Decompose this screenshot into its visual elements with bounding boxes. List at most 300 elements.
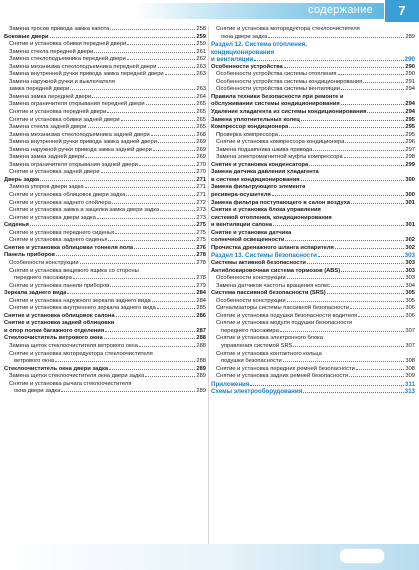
- toc-entry-page: 273: [196, 207, 206, 214]
- toc-entry-title: Снятие и установка передних ремней безопасности: [216, 365, 355, 372]
- toc-entry-title: Снятие и установка двери задка: [9, 214, 96, 221]
- toc-leader-dots: [309, 165, 404, 166]
- toc-entry-page: 297: [405, 146, 415, 153]
- toc-entry-title: ресивера-осушителя: [211, 192, 271, 199]
- toc-leader-dots: [289, 127, 404, 128]
- toc-entry-title: кондиционирования: [211, 48, 275, 56]
- toc-entry-title: Замена датчика давления хладагента: [211, 169, 319, 176]
- toc-entry-page: 295: [405, 131, 415, 138]
- toc-leader-dots: [67, 293, 195, 294]
- footer-band: [0, 544, 419, 570]
- toc-leader-dots: [127, 44, 195, 45]
- toc-entry-page: 263: [196, 86, 206, 93]
- toc-entry-title: Особенности устройства системы отопления: [216, 71, 337, 78]
- toc-entry-title: Системы активной безопасности: [211, 259, 306, 266]
- toc-leader-dots: [279, 135, 404, 136]
- toc-entry: [211, 373, 415, 381]
- toc-leader-dots: [287, 301, 405, 302]
- toc-entry: [211, 215, 415, 223]
- toc-entry-title: Замена подшипника шкива привода: [216, 146, 313, 153]
- toc-entry-page: 258: [196, 26, 206, 32]
- toc-leader-dots: [345, 142, 404, 143]
- toc-entry-title: Замена тросов привода замка капота: [9, 26, 110, 32]
- toc-leader-dots: [341, 89, 404, 90]
- toc-entry-title: Прочистка дренажного шланга испарителя: [211, 244, 334, 251]
- toc-entry: [4, 139, 206, 147]
- toc-entry: [211, 351, 415, 359]
- toc-entry-title: переднего пассажира: [221, 327, 279, 334]
- toc-entry-page: 278: [196, 252, 206, 259]
- toc-entry-page: 294: [405, 86, 415, 93]
- toc-entry: [4, 79, 206, 87]
- toc-entry: [4, 192, 206, 200]
- toc-entry-title: Снятие и установка обивки передней двери: [9, 41, 127, 48]
- toc-entry-title: Снятие и установка вещевого ящика со стороны: [9, 267, 139, 274]
- toc-entry: [211, 200, 415, 208]
- toc-leader-dots: [85, 187, 196, 188]
- toc-entry: [4, 335, 206, 343]
- toc-entry-page: 271: [196, 176, 206, 183]
- toc-entry: [211, 305, 415, 313]
- toc-entry-page: 269: [196, 139, 206, 146]
- toc-entry: [211, 358, 415, 366]
- toc-entry: [4, 34, 206, 42]
- toc-entry-title: Снятие и установка наружного зеркала заднего вида: [9, 297, 151, 304]
- toc-entry: [211, 64, 415, 72]
- toc-leader-dots: [254, 60, 403, 61]
- toc-entry: [211, 328, 415, 336]
- toc-leader-dots: [116, 316, 196, 317]
- toc-leader-dots: [56, 255, 195, 256]
- toc-entry: [211, 381, 415, 389]
- toc-entry: [4, 320, 206, 328]
- toc-entry-title: Снятие и установка моторедуктора стеклоочистителя: [216, 26, 360, 32]
- toc-leader-dots: [358, 316, 404, 317]
- toc-entry: [4, 162, 206, 170]
- toc-entry-page: 294: [405, 109, 415, 116]
- toc-entry-page: 271: [196, 192, 206, 199]
- toc-entry-page: 289: [405, 33, 415, 40]
- toc-entry: [4, 26, 206, 34]
- toc-leader-dots: [284, 67, 405, 68]
- toc-entry: [211, 147, 415, 155]
- toc-leader-dots: [145, 376, 195, 377]
- toc-entry-title: Удаление хладагента из системы кондиционирования: [211, 109, 367, 116]
- toc-left-column: [4, 26, 206, 396]
- toc-entry-page: 270: [196, 169, 206, 176]
- toc-entry-page: 305: [405, 290, 415, 297]
- toc-entry-title: окна двери задка: [221, 33, 268, 40]
- toc-entry: [211, 177, 415, 185]
- toc-leader-dots: [165, 74, 196, 75]
- toc-entry-title: Замена упоров двери задка: [9, 184, 84, 191]
- toc-entry: [4, 117, 206, 125]
- toc-entry: [4, 200, 206, 208]
- toc-entry-page: 308: [405, 365, 415, 372]
- toc-leader-dots: [139, 165, 196, 166]
- toc-entry-page: 290: [404, 56, 415, 64]
- toc-entry-page: 299: [405, 161, 415, 168]
- toc-leader-dots: [283, 361, 405, 362]
- toc-entry-page: 276: [196, 244, 206, 251]
- toc-entry-title: Снятие и установка подушки безопасности водителя: [216, 312, 358, 319]
- toc-entry-page: 303: [405, 267, 415, 274]
- toc-leader-dots: [101, 172, 196, 173]
- toc-leader-dots: [335, 248, 405, 249]
- toc-right-column: [211, 26, 415, 396]
- toc-entry-title: и вентиляции: [211, 56, 254, 64]
- toc-entry-page: 290: [405, 63, 415, 70]
- toc-entry-title: Панель приборов: [4, 252, 55, 259]
- toc-entry: [4, 260, 206, 268]
- toc-entry-title: Замена механизма стеклоподъемника передней двери: [9, 63, 157, 70]
- toc-entry: [4, 71, 206, 79]
- toc-entry: [211, 283, 415, 291]
- toc-entry-title: Снятие и установка рычага стеклоочистителя: [9, 380, 132, 387]
- toc-entry-title: Снятие и установка замка и защелки замка двери задка: [9, 207, 160, 214]
- toc-entry-page: 288: [196, 358, 206, 365]
- toc-entry-title: Стеклоочиститель ветрового окна: [4, 335, 103, 342]
- toc-entry-page: 262: [196, 56, 206, 63]
- toc-entry-page: 311: [405, 380, 415, 388]
- toc-leader-dots: [30, 225, 196, 226]
- toc-entry-title: Замена ограничителя открывания задней двери: [9, 161, 138, 168]
- toc-entry-title: Снятие и установка конденсатора: [211, 161, 309, 168]
- toc-entry-title: Замена внутренней ручки привода замка задней двери: [9, 139, 157, 146]
- toc-leader-dots: [293, 346, 404, 347]
- toc-entry: [211, 298, 415, 306]
- toc-entry-page: 272: [196, 199, 206, 206]
- toc-entry: [211, 275, 415, 283]
- toc-entry: [211, 388, 415, 396]
- toc-entry: [211, 192, 415, 200]
- section-title: содержание: [308, 4, 373, 16]
- toc-entry-title: Сигнализаторы системы пассивной безопасности: [216, 305, 350, 312]
- toc-entry-title: Особенности устройства системы вентиляции: [216, 86, 340, 93]
- toc-entry-page: 296: [405, 139, 415, 146]
- toc-leader-dots: [153, 150, 196, 151]
- toc-entry: [4, 268, 206, 276]
- toc-entry: [4, 86, 206, 94]
- toc-entry: [4, 215, 206, 223]
- toc-entry-page: 273: [196, 214, 206, 221]
- toc-entry-title: Снятие и установка переднего сиденья: [9, 229, 115, 236]
- toc-entry-page: 302: [405, 237, 415, 244]
- toc-leader-dots: [157, 308, 196, 309]
- toc-leader-dots: [126, 195, 195, 196]
- toc-leader-dots: [152, 301, 196, 302]
- toc-entry: [4, 177, 206, 185]
- toc-entry-page: 263: [196, 63, 206, 70]
- toc-leader-dots: [303, 392, 403, 393]
- toc-leader-dots: [88, 127, 196, 128]
- toc-leader-dots: [109, 369, 195, 370]
- toc-entry-title: Раздел 12. Система отопления,: [211, 41, 307, 49]
- toc-leader-dots: [272, 195, 405, 196]
- toc-entry-page: 270: [196, 161, 206, 168]
- toc-entry-page: 303: [405, 259, 415, 266]
- toc-leader-dots: [92, 97, 195, 98]
- toc-leader-dots: [250, 385, 404, 386]
- toc-entry-title: ветрового окна: [14, 358, 55, 365]
- toc-leader-dots: [85, 157, 195, 158]
- toc-entry-page: 302: [405, 244, 415, 251]
- toc-entry: [211, 237, 415, 245]
- toc-entry-title: Замена электромагнитной муфты компрессора: [216, 154, 343, 161]
- toc-entry-title: Снятие и установка задних ремней безопасности: [216, 373, 349, 380]
- toc-entry-page: 261: [196, 48, 206, 55]
- toc-entry-title: Замена наружной ручки привода замка задней двери: [9, 146, 152, 153]
- toc-entry-page: 286: [196, 312, 206, 319]
- toc-leader-dots: [331, 286, 404, 287]
- toc-entry: [211, 252, 415, 260]
- toc-entry-title: Снятие и установка заднего сиденья: [9, 237, 108, 244]
- toc-entry-page: 279: [196, 282, 206, 289]
- toc-entry-title: Замена ограничителя открывания передней двери: [9, 101, 145, 108]
- toc-leader-dots: [55, 361, 195, 362]
- toc-entry-page: 275: [196, 229, 206, 236]
- toc-entry-title: Приложения: [211, 380, 250, 388]
- toc-entry-page: 309: [405, 373, 415, 380]
- toc-leader-dots: [70, 89, 195, 90]
- toc-entry-title: Замена стекла задней двери: [9, 124, 87, 131]
- toc-entry: [4, 64, 206, 72]
- toc-entry: [4, 132, 206, 140]
- toc-leader-dots: [40, 180, 195, 181]
- toc-leader-dots: [105, 331, 195, 332]
- toc-leader-dots: [139, 346, 196, 347]
- toc-leader-dots: [151, 135, 196, 136]
- toc-entry: [211, 101, 415, 109]
- toc-entry: [211, 56, 415, 64]
- toc-entry-page: 268: [196, 131, 206, 138]
- toc-entry-title: переднего пассажира: [14, 275, 72, 282]
- toc-leader-dots: [108, 240, 195, 241]
- toc-entry-page: 275: [196, 222, 206, 229]
- toc-entry-title: Сиденья: [4, 222, 29, 229]
- page-header: [0, 0, 419, 20]
- toc-entry: [211, 154, 415, 162]
- toc-entry-page: 294: [405, 101, 415, 108]
- toc-entry: [4, 154, 206, 162]
- toc-entry-page: 295: [405, 124, 415, 131]
- toc-entry: [4, 373, 206, 381]
- toc-leader-dots: [363, 82, 404, 83]
- toc-entry-page: 284: [196, 297, 206, 304]
- toc-entry: [4, 283, 206, 291]
- footer-tab-shape: [339, 548, 385, 564]
- toc-entry-page: 278: [196, 275, 206, 282]
- toc-entry-title: Снятие и установка облицовок двери задка: [9, 192, 126, 199]
- toc-leader-dots: [285, 240, 404, 241]
- toc-entry-page: 265: [196, 101, 206, 108]
- toc-entry-page: 289: [196, 373, 206, 380]
- toc-entry-page: 313: [404, 388, 415, 396]
- toc-entry-title: обслуживании системы кондиционирования: [211, 101, 340, 108]
- toc-leader-dots: [301, 120, 405, 121]
- toc-entry-page: 301: [405, 199, 415, 206]
- toc-entry: [211, 245, 415, 253]
- toc-entry-title: Схемы электрооборудования: [211, 388, 303, 396]
- toc-entry-title: Замена щетки стеклоочистителя окна двери задка: [9, 373, 145, 380]
- toc-entry-title: солнечной освещенности: [211, 237, 285, 244]
- toc-leader-dots: [273, 225, 404, 226]
- toc-entry: [4, 358, 206, 366]
- toc-entry: [4, 252, 206, 260]
- toc-entry: [211, 230, 415, 238]
- toc-entry-page: 305: [405, 297, 415, 304]
- toc-entry: [211, 162, 415, 170]
- toc-entry: [211, 335, 415, 343]
- toc-entry-title: Замена фильтрующего элемента: [211, 184, 306, 191]
- page-number: 7: [385, 0, 419, 22]
- toc-entry: [4, 388, 206, 396]
- toc-entry: [211, 94, 415, 102]
- toc-entry-title: Замена замка передней двери: [9, 93, 92, 100]
- toc-entry: [211, 71, 415, 79]
- toc-entry-title: Снятие и установка задней двери: [9, 169, 100, 176]
- toc-entry: [211, 207, 415, 215]
- toc-entry-title: Снятие и установка моторедуктора стеклоочистителя: [9, 350, 153, 357]
- toc-leader-dots: [356, 369, 405, 370]
- toc-entry-title: Антиблокировочная система тормозов (ABS): [211, 267, 341, 274]
- toc-entry: [211, 49, 415, 57]
- toc-entry-title: Снятие и установка передней двери: [9, 109, 107, 116]
- toc-leader-dots: [121, 120, 196, 121]
- toc-entry: [211, 169, 415, 177]
- toc-entry: [4, 381, 206, 389]
- toc-leader-dots: [146, 104, 196, 105]
- toc-entry-page: 288: [196, 342, 206, 349]
- toc-entry-title: Снятие и установка внутреннего зеркала заднего вида: [9, 305, 156, 312]
- toc-entry: [4, 207, 206, 215]
- toc-entry-page: 307: [405, 327, 415, 334]
- toc-entry: [4, 147, 206, 155]
- toc-leader-dots: [351, 203, 404, 204]
- toc-entry: [4, 328, 206, 336]
- toc-entry-title: Снятие и установка компрессора кондиционера: [216, 139, 345, 146]
- toc-entry-page: 263: [196, 71, 206, 78]
- toc-leader-dots: [50, 37, 196, 38]
- toc-entry-page: 259: [196, 41, 206, 48]
- toc-entry-title: Боковые двери: [4, 33, 49, 40]
- toc-entry-title: Снятие и установка электронного блока: [216, 335, 323, 342]
- toc-leader-dots: [158, 142, 196, 143]
- toc-entry-page: 300: [405, 176, 415, 183]
- toc-entry: [211, 124, 415, 132]
- toc-entry-title: окна двери задка: [14, 388, 61, 395]
- toc-entry-page: 307: [405, 342, 415, 349]
- toc-leader-dots: [349, 376, 404, 377]
- toc-leader-dots: [115, 233, 195, 234]
- toc-entry-title: в системе кондиционирования: [211, 176, 300, 183]
- toc-entry: [211, 184, 415, 192]
- toc-entry: [211, 79, 415, 87]
- toc-entry: [211, 109, 415, 117]
- toc-entry: [211, 290, 415, 298]
- toc-entry-page: 269: [196, 154, 206, 161]
- toc-entry: [4, 184, 206, 192]
- toc-leader-dots: [367, 112, 404, 113]
- toc-entry: [4, 230, 206, 238]
- toc-entry-page: 264: [196, 93, 206, 100]
- toc-leader-dots: [313, 150, 404, 151]
- toc-entry: [211, 117, 415, 125]
- toc-entry-title: Замена механизма стеклоподъемника задней двери: [9, 131, 150, 138]
- toc-entry-page: 285: [196, 305, 206, 312]
- toc-entry-title: Замена щеток стеклоочистителя ветрового окна: [9, 342, 138, 349]
- toc-entry: [4, 101, 206, 109]
- toc-leader-dots: [107, 112, 195, 113]
- toc-entry-page: 289: [196, 388, 206, 395]
- toc-entry: [211, 41, 415, 49]
- toc-entry-title: Стеклоочиститель окна двери задка: [4, 365, 109, 372]
- toc-leader-dots: [344, 157, 405, 158]
- toc-entry-page: 271: [196, 184, 206, 191]
- toc-entry: [4, 290, 206, 298]
- toc-entry: [4, 245, 206, 253]
- toc-entry: [211, 34, 415, 42]
- toc-entry-title: Замена стекла передней двери: [9, 48, 94, 55]
- toc-entry-title: Особенности устройства системы кондиционирования: [216, 78, 363, 85]
- toc-entry-title: Дверь задка: [4, 176, 40, 183]
- toc-entry-title: Правила техники безопасности при ремонте и: [211, 93, 344, 100]
- toc-entry-title: Снятие и установка датчика: [211, 229, 292, 236]
- toc-entry-page: 259: [196, 33, 206, 40]
- toc-leader-dots: [112, 203, 196, 204]
- toc-leader-dots: [94, 52, 195, 53]
- toc-entry: [211, 366, 415, 374]
- toc-entry: [4, 298, 206, 306]
- toc-leader-dots: [134, 248, 195, 249]
- toc-entry: [211, 343, 415, 351]
- toc-entry-title: Снятие и установка заднего спойлера: [9, 199, 111, 206]
- toc-entry-page: 289: [196, 365, 206, 372]
- toc-entry-page: 303: [405, 275, 415, 282]
- toc-entry-page: 300: [405, 192, 415, 199]
- toc-entry-title: управления системой SRS: [221, 342, 293, 349]
- toc-entry: [4, 109, 206, 117]
- toc-leader-dots: [73, 278, 196, 279]
- toc-entry: [4, 351, 206, 359]
- toc-entry-page: 303: [404, 252, 415, 260]
- toc-leader-dots: [110, 29, 195, 30]
- toc-entry-page: 301: [405, 222, 415, 229]
- toc-entry-page: 265: [196, 124, 206, 131]
- toc-entry: [4, 56, 206, 64]
- toc-entry-title: Снятие и установка облицовок салона: [4, 312, 115, 319]
- toc-entry: [211, 86, 415, 94]
- toc-entry-title: Снятие и установка панели приборов: [9, 282, 110, 289]
- toc-entry: [4, 275, 206, 283]
- toc-leader-dots: [268, 37, 404, 38]
- toc-entry: [211, 222, 415, 230]
- toc-entry-page: 278: [196, 259, 206, 266]
- toc-entry: [4, 49, 206, 57]
- toc-entry: [4, 313, 206, 321]
- toc-leader-dots: [341, 104, 405, 105]
- toc-entry: [211, 260, 415, 268]
- toc-leader-dots: [350, 308, 404, 309]
- toc-leader-dots: [158, 67, 196, 68]
- toc-entry-title: Особенности конструкции: [216, 297, 286, 304]
- toc-entry: [4, 94, 206, 102]
- toc-entry: [211, 268, 415, 276]
- toc-entry: [4, 366, 206, 374]
- toc-leader-dots: [127, 59, 196, 60]
- toc-entry-title: Зеркала заднего вида: [4, 290, 67, 297]
- toc-entry-title: Особенности конструкции: [216, 275, 286, 282]
